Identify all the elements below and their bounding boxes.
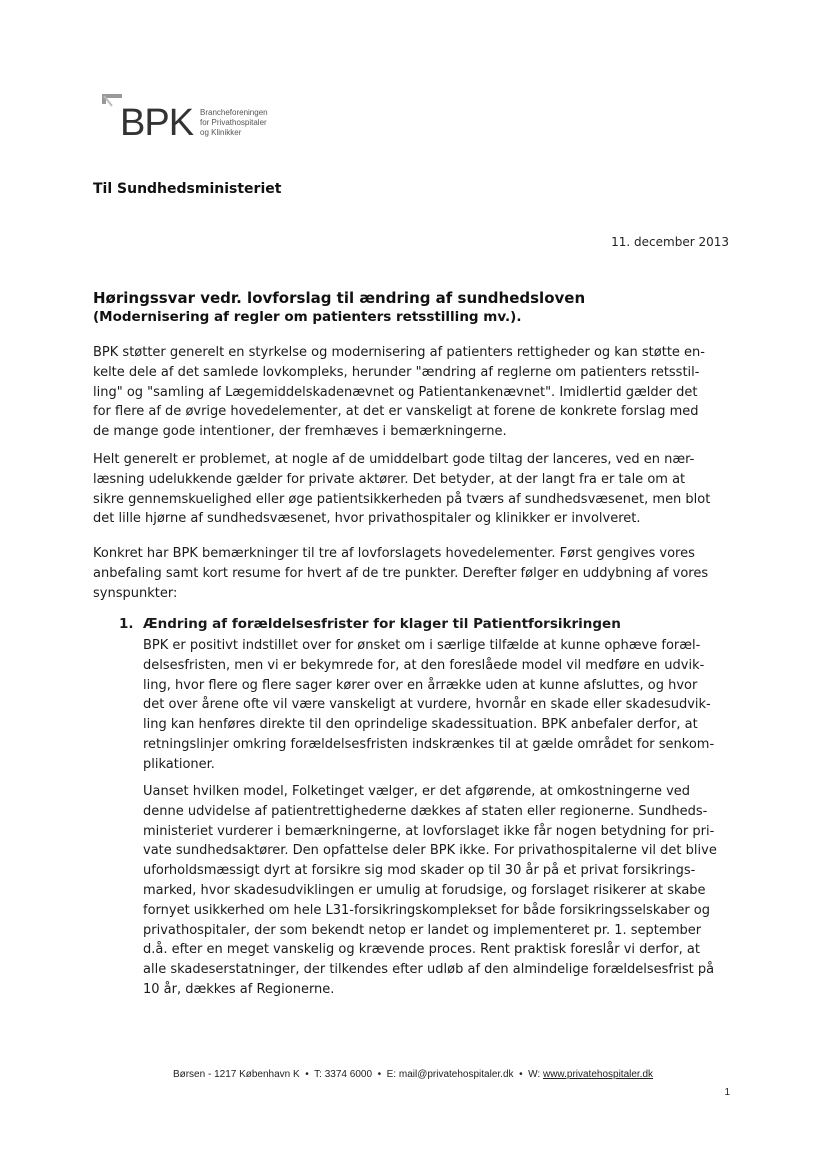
text-line: 10 år, dækkes af Regionerne. (143, 981, 335, 997)
text-line: anbefaling samt kort resume for hvert af de tre punkter. Derefter følger en uddybning af vores (93, 565, 709, 581)
title-sub: (Modernisering af regler om patienters retsstilling mv.). (93, 309, 522, 325)
footer-separator: • (305, 1069, 309, 1080)
item-heading: Ændring af forældelsesfrister for klager til Patientforsikringen (143, 616, 621, 632)
text-line: plikationer. (143, 756, 215, 772)
text-line: uforholdsmæssigt dyrt at forsikre sig mod skader op til 30 år på et privat forsikrings- (143, 863, 696, 879)
text-line: delsesfristen, men vi er bekymrede for, at den foreslåede model vil medføre en udvik- (143, 657, 705, 673)
text-line: ling kan henføres direkte til den oprindelige skadessituation. BPK anbefaler derfor, at (143, 717, 698, 733)
title-main: Høringssvar vedr. lovforslag til ændring af sundhedsloven (93, 289, 586, 307)
text-line: BPK støtter generelt en styrkelse og modernisering af patienters rettigheder og kan støtte en- (93, 345, 705, 360)
text-line: Helt generelt er problemet, at nogle af de umiddelbart gode tiltag der lanceres, ved en nær- (93, 452, 695, 467)
text-line: privathospitaler, der som bekendt netop er landet og implementeret pr. 1. september (143, 922, 702, 938)
page-footer (0, 1069, 826, 1080)
text-line: kelte dele af det samlede lovkompleks, herunder "ændring af reglerne om patienters retsstil- (93, 364, 700, 380)
logo-wordmark: BPK (120, 102, 194, 144)
text-line: de mange gode intentioner, der fremhæves i bemærkningerne. (93, 424, 507, 440)
text-line: sikre gennemskuelighed eller øge patientsikkerheden på tværs af sundhedsvæsenet, men blot (93, 491, 711, 507)
paragraph-2 (93, 450, 733, 529)
text-line: for flere af de øvrige hovedelementer, at det er vanskeligt at forene de konkrete forslag med (93, 404, 699, 420)
footer-phone: T: 3374 6000 (314, 1069, 372, 1080)
text-line: ministeriet vurderer i bemærkningerne, at lovforslaget ikke får nogen betydning for pri- (143, 823, 715, 839)
text-line: alle skadeserstatninger, der tilkendes efter udløb af den almindelige forældelsesfrist på (143, 962, 715, 978)
text-line: denne udvidelse af patientrettighederne dækkes af staten eller regionerne. Sundheds- (143, 803, 708, 819)
text-line: læsning udelukkende gælder for private aktører. Det betyder, at der langt fra er tale om at (93, 471, 686, 487)
item-number: 1. (119, 616, 134, 632)
footer-separator: • (377, 1069, 382, 1080)
footer-email[interactable]: E: mail@privatehospitaler.dk (386, 1069, 514, 1080)
footer-web-prefix: W: (528, 1069, 543, 1080)
logo-tagline-line: for Privathospitaler (200, 118, 267, 127)
text-line: d.å. efter en meget vanskelig og krævende proces. Rent praktisk foreslår vi derfor, at (143, 942, 700, 958)
footer-separator: • (519, 1069, 523, 1080)
paragraph-1 (93, 343, 733, 442)
logo-tagline-line: Brancheforeningen (200, 108, 268, 117)
text-line: det lille hjørne af sundhedsvæsenet, hvor privathospitaler og klinikker er involveret. (93, 511, 641, 527)
text-line: retningslinjer omkring forældelsesfristen indskrænkes til at gælde området for senkom- (143, 736, 715, 752)
recipient: Til Sundhedsministeriet (93, 181, 282, 197)
text-line: marked, hvor skadesudviklingen er umulig at forudsige, og forslaget risikerer at skabe (143, 882, 706, 898)
text-line: ling, hvor flere og flere sager kører over en årrække uden at kunne afsluttes, og hvor (143, 677, 698, 693)
page-number: 1 (724, 1087, 730, 1098)
text-line: ling" og "samling af Lægemiddelskadenævnet og Patientankenævnet". Imidlertid gælder det (93, 384, 698, 400)
item-body-1 (143, 636, 733, 775)
paragraph-3 (93, 544, 733, 603)
text-line: det over årene ofte vil være vanskeligt at vurdere, hvornår en skade eller skadesudvik- (143, 697, 711, 713)
footer-web-link[interactable]: www.privatehospitaler.dk (542, 1069, 654, 1080)
item-body-2 (143, 782, 733, 1000)
text-line: Konkret har BPK bemærkninger til tre af lovforslagets hovedelementer. Først gengives vores (93, 546, 695, 561)
text-line: Uanset hvilken model, Folketinget vælger, er det afgørende, at omkostningerne ved (143, 784, 691, 799)
logo-tagline (200, 108, 300, 138)
bpk-logo (100, 92, 290, 152)
logo-tagline-line: og Klinikker (200, 128, 242, 137)
text-line: synspunkter: (93, 585, 178, 601)
letter-title (93, 288, 743, 326)
footer-address: Børsen - 1217 København K (172, 1069, 300, 1080)
text-line: fornyet usikkerhed om hele L31-forsikringskomplekset for både forsikringsselskaber og (143, 902, 711, 918)
letter-date: 11. december 2013 (611, 235, 729, 249)
text-line: BPK er positivt indstillet over for ønsket om i særlige tilfælde at kunne ophæve foræl- (143, 638, 701, 653)
text-line: vate sundhedsaktører. Den opfattelse deler BPK ikke. For privathospitalerne vil det blive (143, 843, 717, 859)
